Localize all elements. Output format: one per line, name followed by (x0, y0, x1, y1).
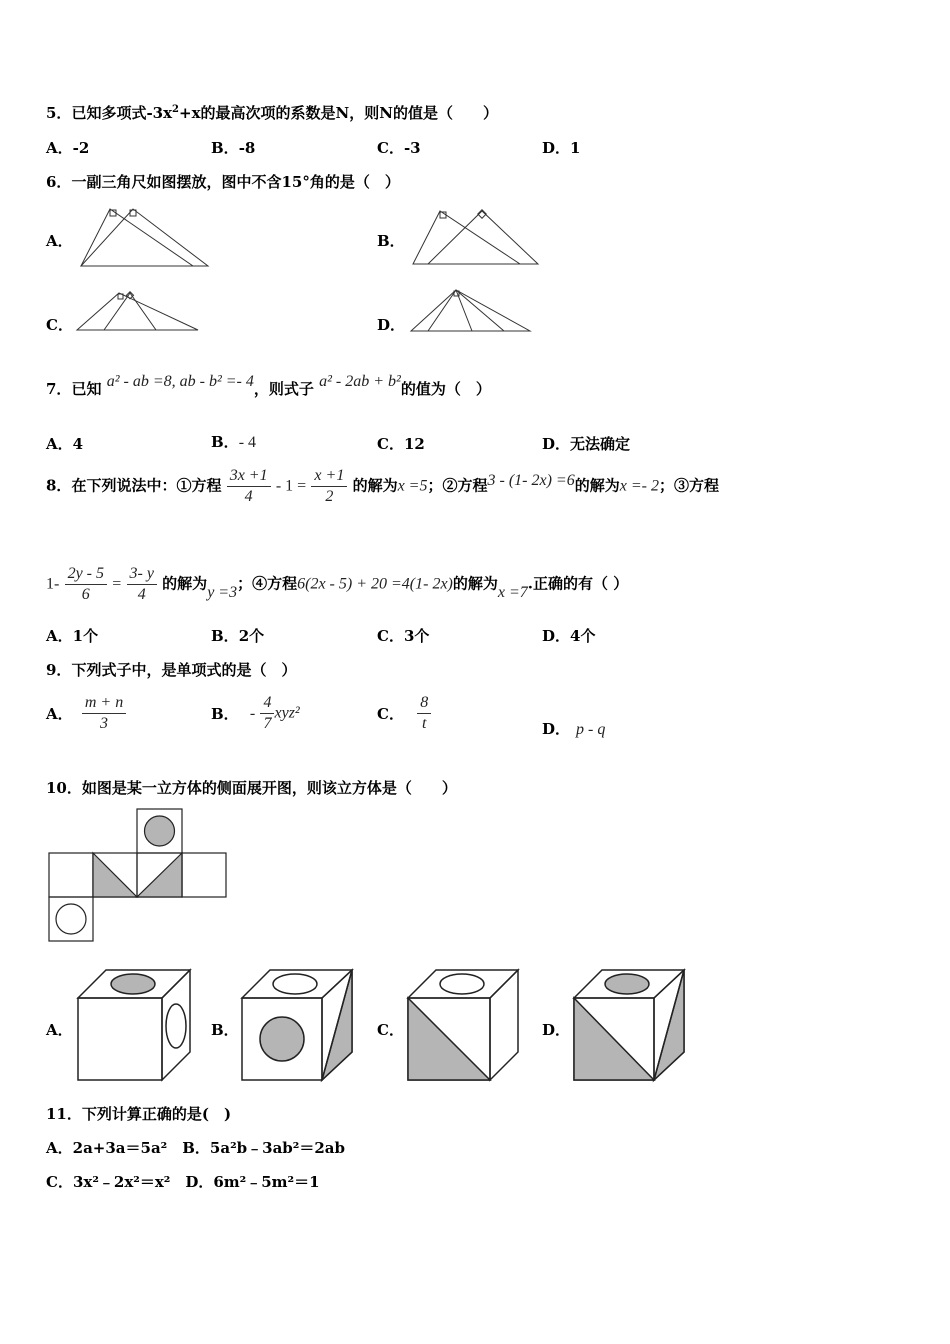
q6-figure-c (74, 290, 202, 334)
q10-option-c-label[interactable]: C． (377, 1021, 404, 1039)
q10-cube-b (240, 968, 356, 1084)
q9-option-d[interactable]: D． p - q (542, 720, 606, 738)
q9-option-c[interactable]: C． $\frac{8}{t}$ (377, 693, 431, 734)
q7-option-c[interactable]: C．12 (377, 435, 425, 453)
q7-option-a[interactable]: A．4 (46, 435, 84, 453)
q10-option-d-label[interactable]: D． (542, 1021, 571, 1039)
q6-figure-d (408, 287, 534, 335)
q6-option-d-label[interactable]: D． (377, 316, 406, 334)
q8-option-c[interactable]: C．3个 (377, 627, 430, 645)
q7-expression: a² - 2ab + b² (319, 373, 401, 390)
q8-eq3-frac1: $\frac{2y - 5}{6}$ (65, 564, 107, 605)
q10-stem: 10．如图是某一立方体的侧面展开图，则该立方体是（ ） (46, 779, 457, 797)
q6-figure-a (78, 206, 214, 270)
q5-option-a[interactable]: A．-2 (46, 139, 90, 157)
q9-option-a[interactable]: A． $\frac{m + n}{3}$ (46, 693, 126, 734)
q7-option-b[interactable]: B．- 4 (211, 433, 257, 451)
q6-option-b-label[interactable]: B． (377, 232, 405, 250)
q8-option-d[interactable]: D．4个 (542, 627, 596, 645)
q5-stem: 5．已知多项式$-3x^2+x$的最高次项的系数是N，则N的值是（ ） (46, 104, 498, 122)
q10-option-a-label[interactable]: A． (46, 1021, 73, 1039)
q6-option-a-label[interactable]: A． (46, 232, 73, 250)
q11-options-line2[interactable]: C．3x²﹣2x²＝x² D．6m²﹣5m²＝1 (46, 1173, 320, 1191)
q11-stem: 11．下列计算正确的是( ) (46, 1105, 232, 1123)
q10-cube-net (48, 808, 230, 944)
q7-stem: 7．已知 a² - ab =8, ab - b² =- 4，则式子 a² - 2ab + b²的值为（ ） (46, 373, 491, 398)
q8-eq3-frac2: $\frac{3- y}{4}$ (127, 564, 157, 605)
q8-stem-line2: 1- $\frac{2y - 5}{6}$ = $\frac{3- y}{4}$ 的解为y =3；④方程6(2x - 5) + 20 =4(1- 2x)的解为x =7.正确的有（ ） (46, 565, 629, 603)
q5-option-c[interactable]: C．-3 (377, 139, 421, 157)
q5-option-d[interactable]: D．1 (542, 139, 581, 157)
q11-options-line1[interactable]: A．2a+3a＝5a² B．5a²b﹣3ab²＝2ab (46, 1139, 345, 1157)
q10-cube-c (406, 968, 522, 1084)
q6-stem: 6．一副三角尺如图摆放，图中不含15°角的是（ ） (46, 173, 400, 191)
q10-cube-d (572, 968, 688, 1084)
q10-option-b-label[interactable]: B． (211, 1021, 239, 1039)
q9-option-b[interactable]: B． - $\frac{4}{7}$ xyz² (211, 694, 300, 732)
q8-stem-line1: 8．在下列说法中：①方程 $\frac{3x +1}{4}$ - 1 = $\frac{x +1}{2}$ 的解为x =5；②方程3 - (1- 2x) =6的解为x =- 2；③方程 (46, 467, 719, 505)
q8-eq1-frac2: $\frac{x +1}{2}$ (311, 466, 347, 507)
q5-option-b[interactable]: B．-8 (211, 139, 256, 157)
q7-condition: a² - ab =8, ab - b² =- 4 (106, 373, 254, 390)
q6-option-c-label[interactable]: C． (46, 316, 73, 334)
q8-eq1-frac1: $\frac{3x +1}{4}$ (227, 466, 271, 507)
q8-option-b[interactable]: B．2个 (211, 627, 265, 645)
q6-figure-b (410, 208, 544, 268)
q10-cube-a (76, 968, 192, 1084)
q9-stem: 9．下列式子中，是单项式的是（ ） (46, 661, 297, 679)
q7-option-d[interactable]: D．无法确定 (542, 435, 631, 453)
q8-option-a[interactable]: A．1个 (46, 627, 99, 645)
